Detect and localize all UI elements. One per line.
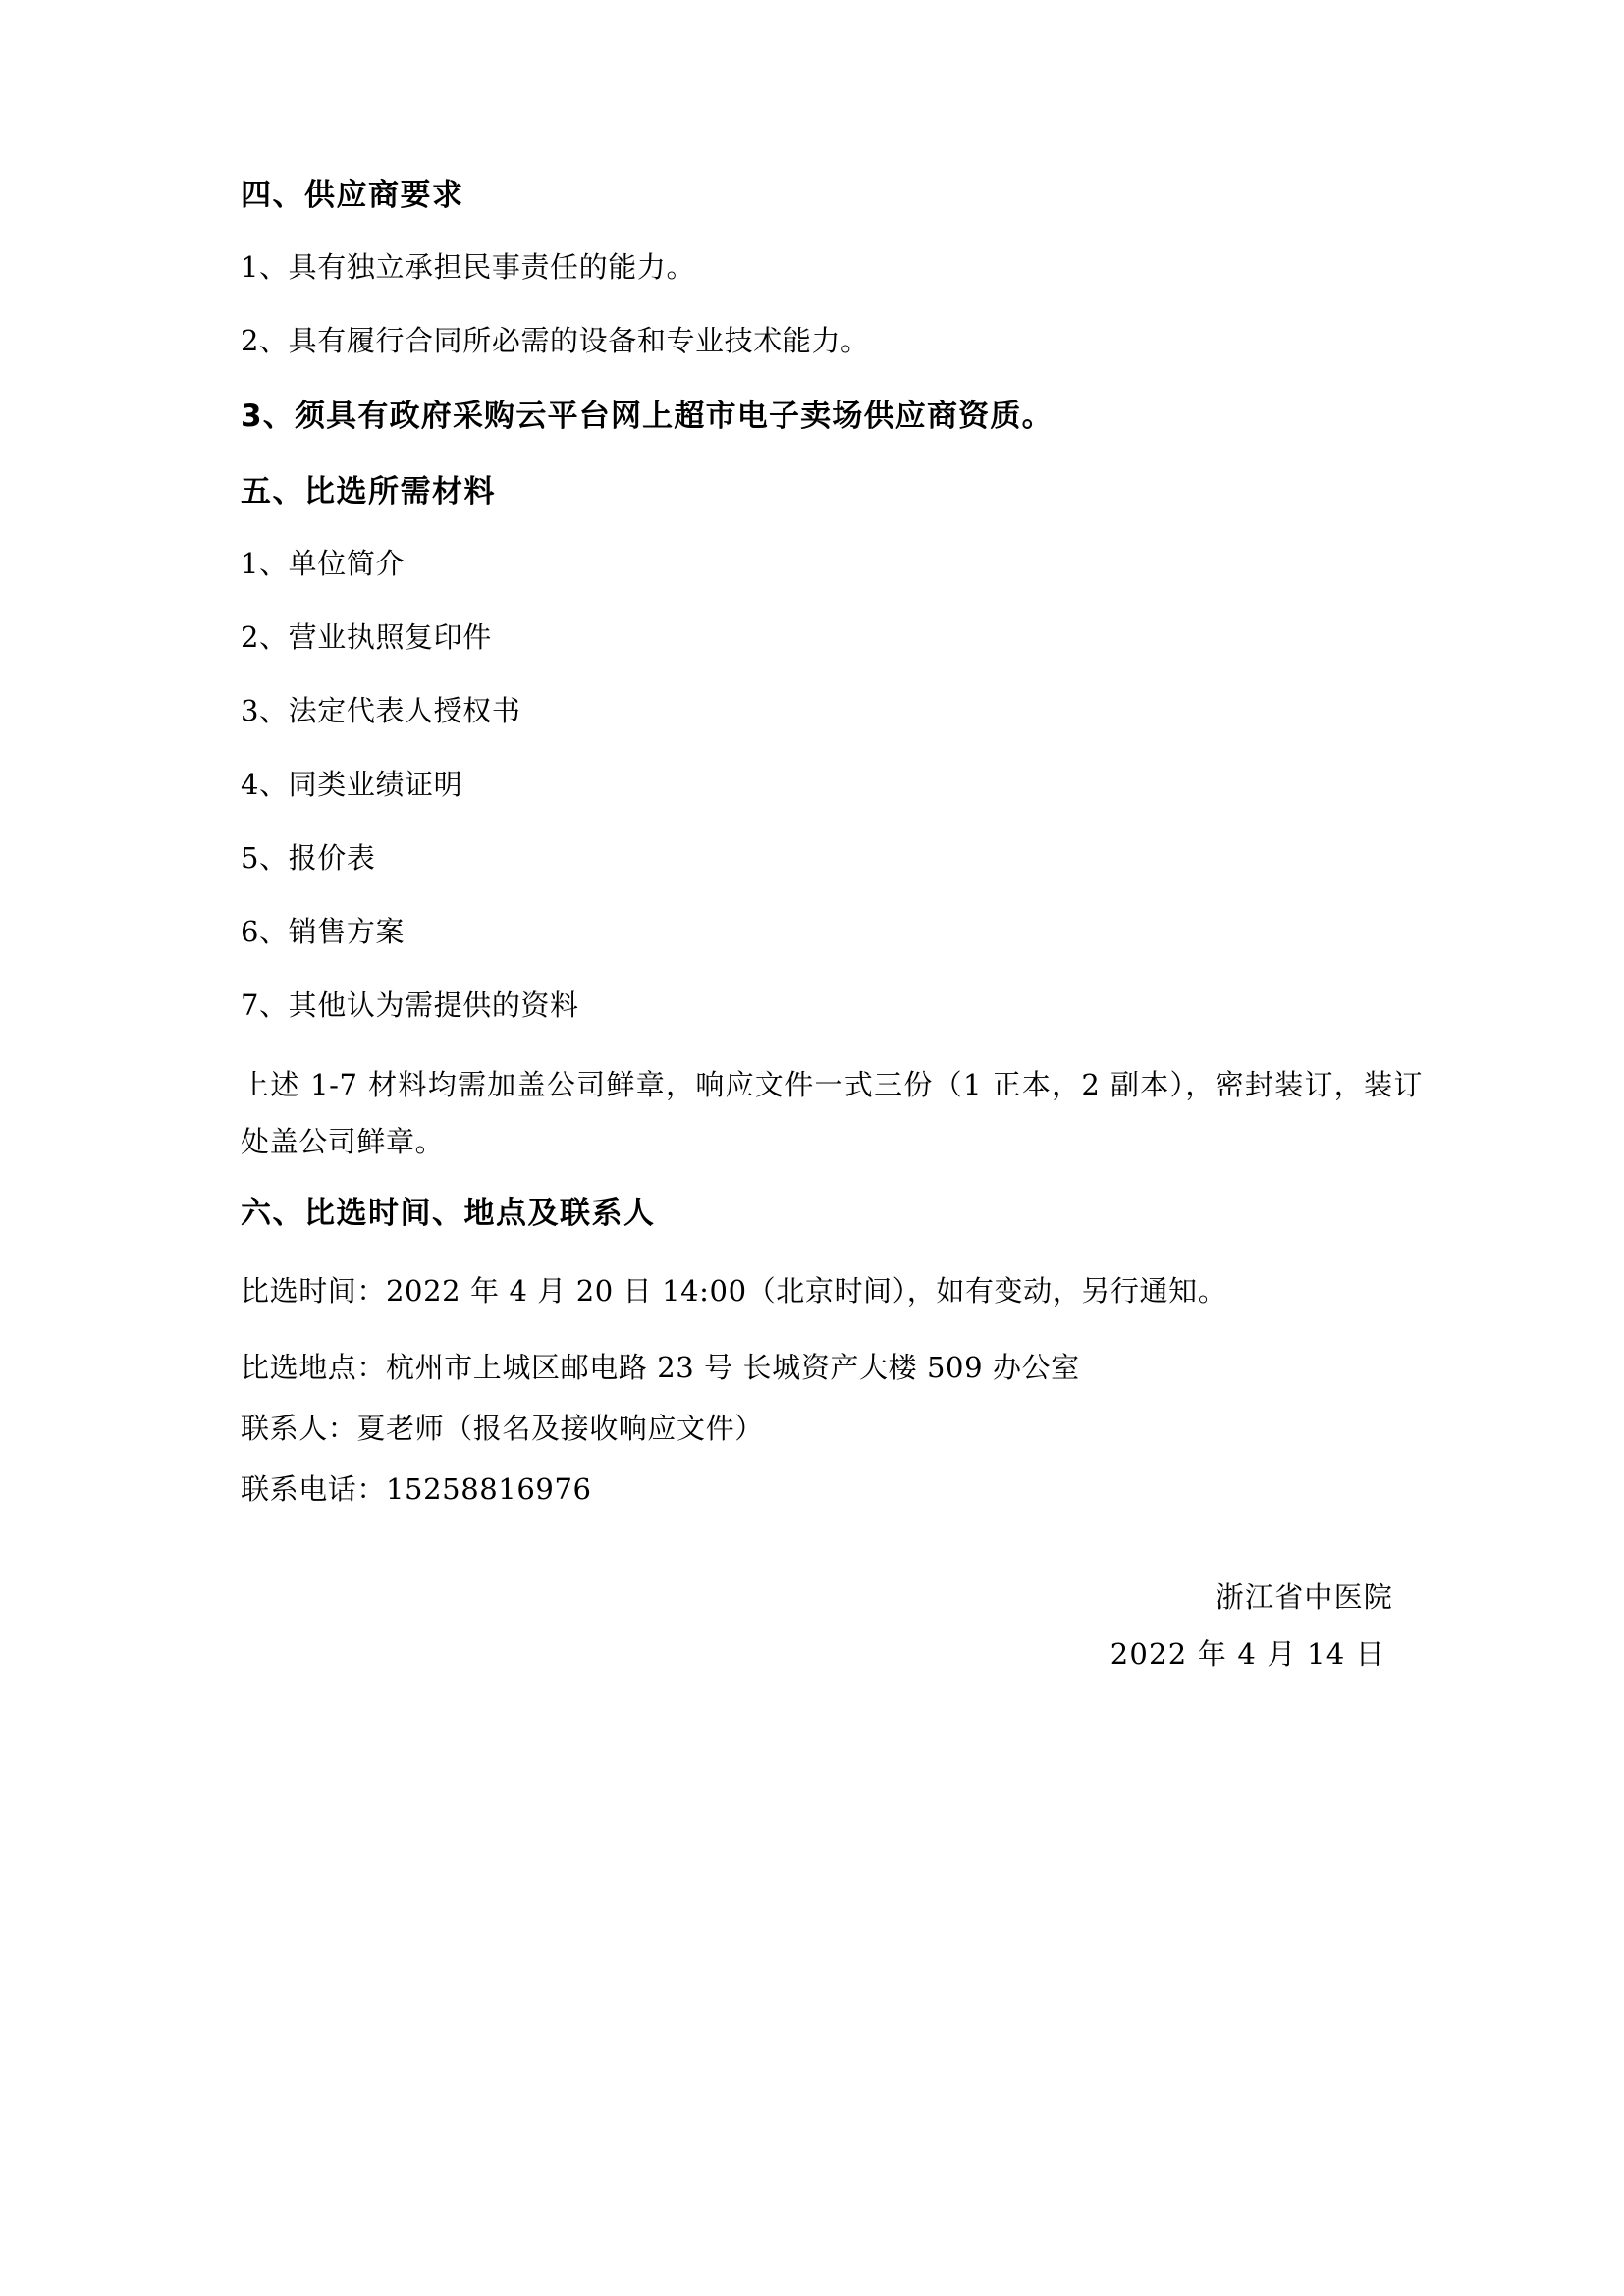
- required-material-item-7: 7、其他认为需提供的资料: [241, 988, 579, 1023]
- supplier-requirement-item-1: 1、具有独立承担民事责任的能力。: [241, 250, 696, 285]
- required-material-item-6: 6、销售方案: [241, 915, 406, 949]
- signature-date: 2022 年 4 月 14 日: [1110, 1637, 1385, 1672]
- required-material-item-3: 3、法定代表人授权书: [241, 694, 521, 728]
- section-heading-time-place-contact: 六、比选时间、地点及联系人: [241, 1196, 656, 1232]
- required-material-item-5: 5、报价表: [241, 841, 376, 876]
- supplier-requirement-item-2: 2、具有履行合同所必需的设备和专业技术能力。: [241, 324, 870, 358]
- materials-note: 上述 1-7 材料均需加盖公司鲜章，响应文件一式三份（1 正本，2 副本），密封装订，装订处盖公司鲜章。: [241, 1068, 1423, 1159]
- signature-block: [241, 1569, 1423, 1682]
- required-material-item-4: 4、同类业绩证明: [241, 768, 463, 802]
- selection-time: 比选时间：2022 年 4 月 20 日 14:00（北京时间），如有变动，另行通知。: [241, 1274, 1227, 1308]
- supplier-requirement-item-3: 3、须具有政府采购云平台网上超市电子卖场供应商资质。: [241, 398, 1054, 434]
- required-material-item-1: 1、单位简介: [241, 547, 406, 581]
- contact-phone: 联系电话：15258816976: [241, 1472, 592, 1507]
- contact-person: 联系人：夏老师（报名及接收响应文件）: [241, 1412, 764, 1446]
- section-heading-required-materials: 五、比选所需材料: [241, 474, 496, 510]
- document-body: [241, 172, 1423, 1682]
- selection-place: 比选地点：杭州市上城区邮电路 23 号 长城资产大楼 509 办公室: [241, 1351, 1080, 1385]
- section-heading-supplier-requirements: 四、供应商要求: [241, 178, 464, 213]
- required-material-item-2: 2、营业执照复印件: [241, 620, 492, 655]
- signature-organization: 浙江省中医院: [1215, 1580, 1393, 1615]
